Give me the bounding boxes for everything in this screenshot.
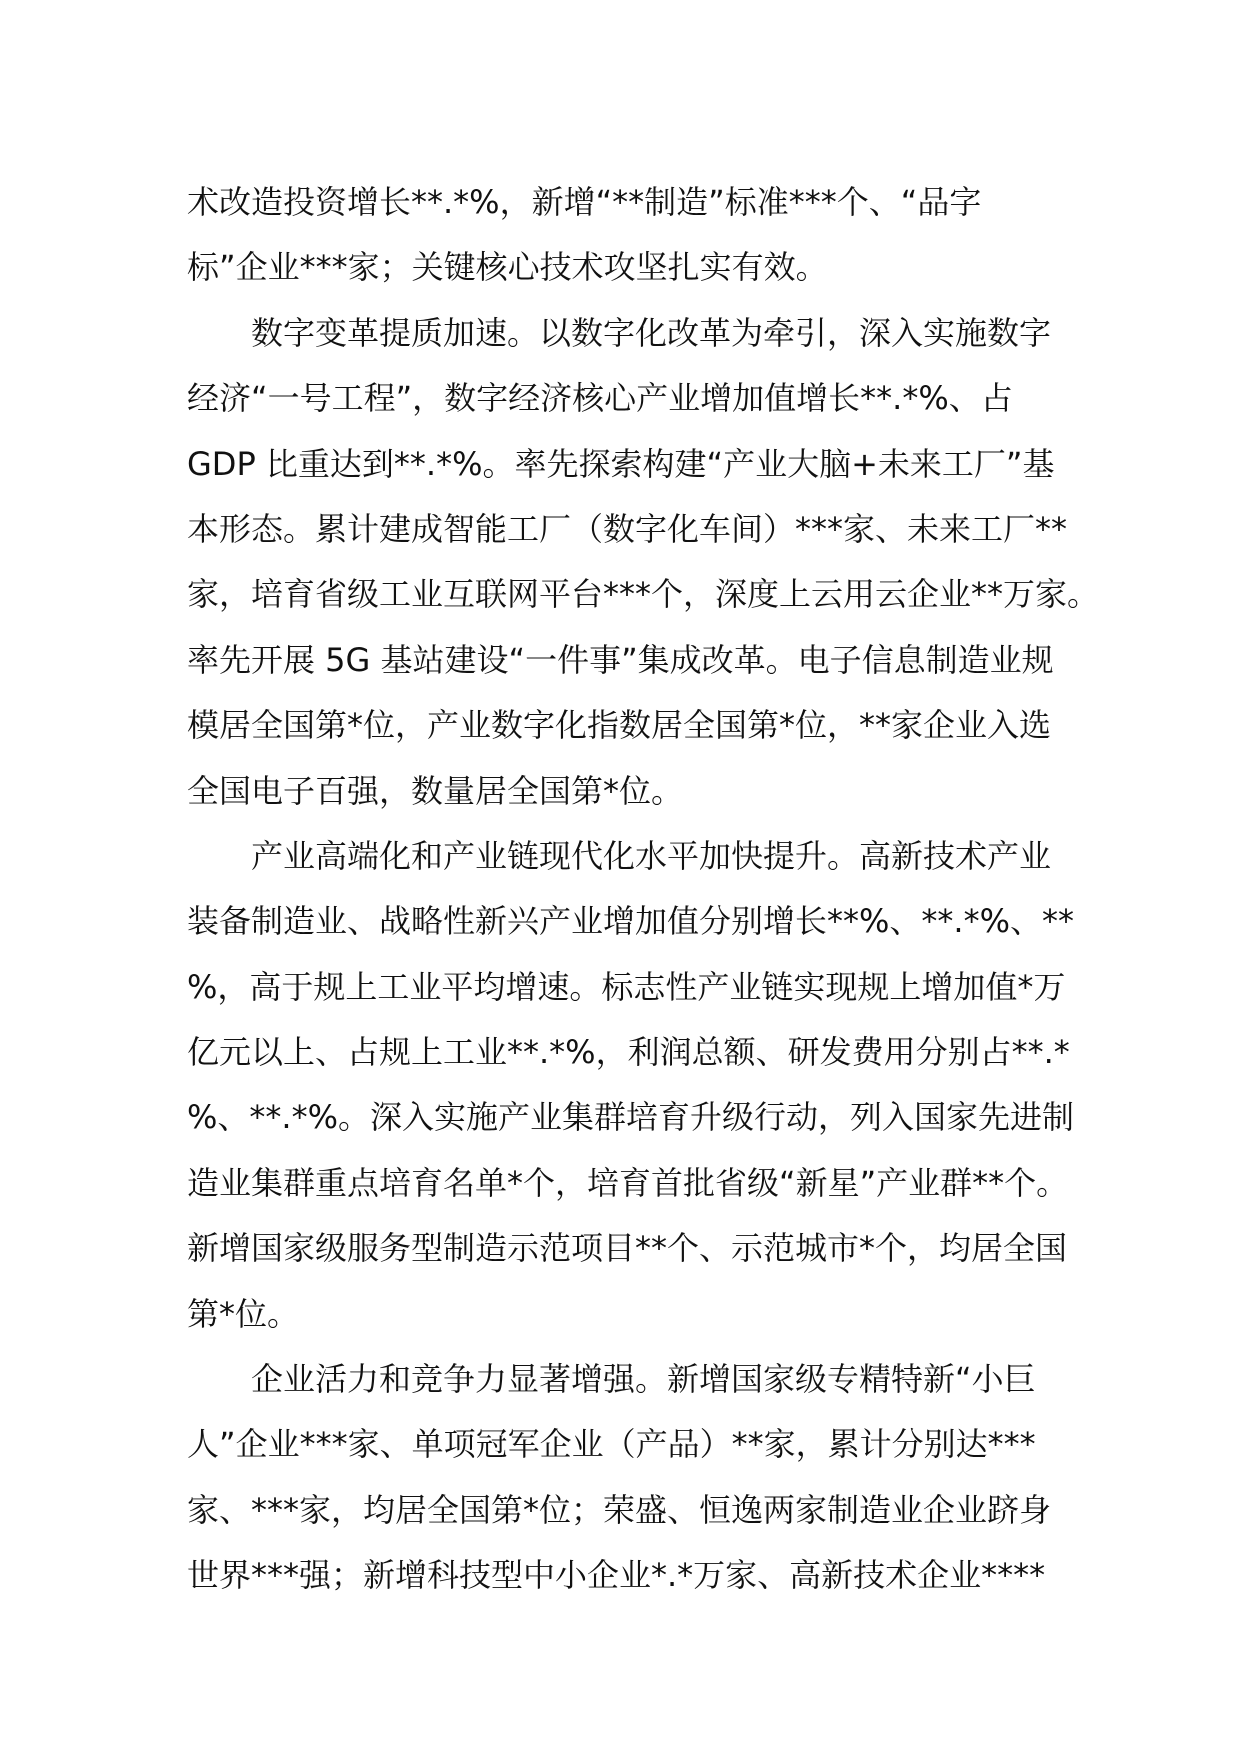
text-line: 造业集群重点培育名单*个，培育首批省级“新星”产业群**个。 bbox=[187, 1163, 1069, 1202]
text-line: 模居全国第*位，产业数字化指数居全国第*位，**家企业入选 bbox=[187, 706, 1052, 745]
paragraph-first-line: 产业高端化和产业链现代化水平加快提升。高新技术产业 bbox=[251, 836, 1052, 875]
text-line: 本形态。累计建成智能工厂（数字化车间）***家、未来工厂** bbox=[187, 509, 1068, 548]
paragraph-first-line: 企业活力和竞争力显著增强。新增国家级专精特新“小巨 bbox=[251, 1360, 1036, 1399]
text-line: GDP 比重达到**.*%。率先探索构建“产业大脑+未来工厂”基 bbox=[187, 444, 1055, 483]
text-line: 家，培育省级工业互联网平台***个，深度上云用云企业**万家。 bbox=[187, 575, 1100, 614]
text-line: 人”企业***家、单项冠军企业（产品）**家，累计分别达*** bbox=[187, 1425, 1036, 1464]
text-line: 术改造投资增长**.*%，新增“**制造”标准***个、“品字 bbox=[187, 183, 982, 221]
text-line: 世界***强；新增科技型中小企业*.*万家、高新技术企业**** bbox=[187, 1556, 1046, 1595]
text-line: 亿元以上、占规上工业**.*%，利润总额、研发费用分别占**.* bbox=[187, 1033, 1070, 1072]
text-line: %，高于规上工业平均增速。标志性产业链实现规上增加值*万 bbox=[187, 967, 1066, 1006]
text-line: %、**.*%。深入实施产业集群培育升级行动，列入国家先进制 bbox=[187, 1098, 1074, 1137]
text-line: 全国电子百强，数量居全国第*位。 bbox=[187, 771, 684, 810]
paragraph-first-line: 数字变革提质加速。以数字化改革为牵引，深入实施数字 bbox=[251, 313, 1052, 352]
text-line: 标”企业***家；关键核心技术攻坚扎实有效。 bbox=[187, 248, 828, 287]
text-line: 新增国家级服务型制造示范项目**个、示范城市*个，均居全国 bbox=[187, 1229, 1068, 1268]
text-line: 经济“一号工程”，数字经济核心产业增加值增长**.*%、占 bbox=[187, 379, 1013, 418]
document-body bbox=[187, 170, 1100, 1609]
text-line: 第*位。 bbox=[187, 1294, 300, 1333]
text-line: 家、***家，均居全国第*位；荣盛、恒逸两家制造业企业跻身 bbox=[187, 1490, 1052, 1529]
text-line: 装备制造业、战略性新兴产业增加值分别增长**%、**.*%、** bbox=[187, 902, 1074, 941]
text-line: 率先开展 5G 基站建设“一件事”集成改革。电子信息制造业规 bbox=[187, 640, 1054, 679]
